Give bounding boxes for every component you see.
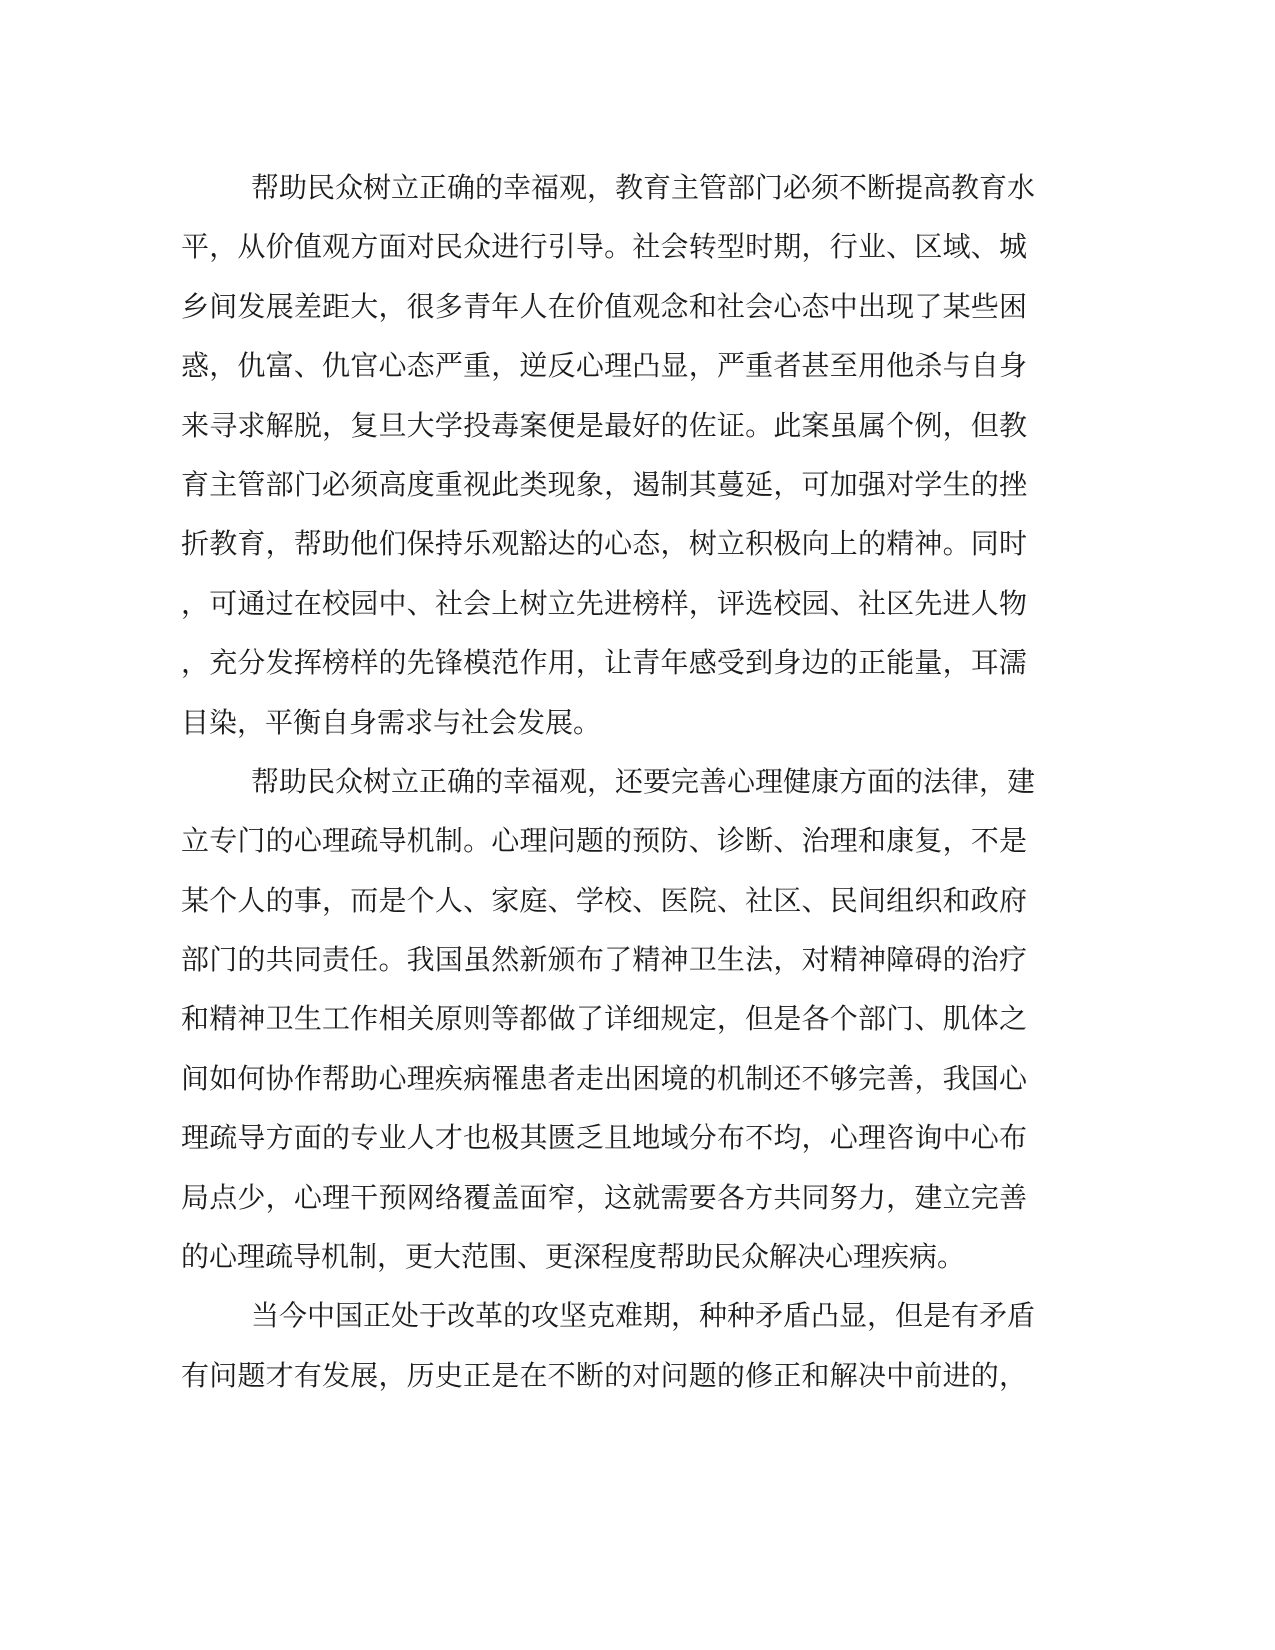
paragraph-1-line-2: 平，从价值观方面对民众进行引导。社会转型时期，行业、区域、城 [181,230,1027,264]
paragraph-1-line-9: ，充分发挥榜样的先锋模范作用，让青年感受到身边的正能量，耳濡 [181,646,1027,680]
paragraph-2-line-9: 的心理疏导机制，更大范围、更深程度帮助民众解决心理疾病。 [181,1240,966,1274]
paragraph-3-line-1: 当今中国正处于改革的攻坚克难期，种种矛盾凸显，但是有矛盾 [251,1299,1036,1333]
paragraph-2-line-2: 立专门的心理疏导机制。心理问题的预防、诊断、治理和康复，不是 [181,824,1027,858]
paragraph-1-line-4: 惑，仇富、仇官心态严重，逆反心理凸显，严重者甚至用他杀与自身 [181,349,1027,383]
paragraph-1-line-1: 帮助民众树立正确的幸福观，教育主管部门必须不断提高教育水 [251,171,1036,204]
paragraph-2-line-3: 某个人的事，而是个人、家庭、学校、医院、社区、民间组织和政府 [181,883,1027,917]
paragraph-2-line-5: 和精神卫生工作相关原则等都做了详细规定，但是各个部门、肌体之 [181,1002,1027,1036]
paragraph-1-line-10: 目染，平衡自身需求与社会发展。 [181,705,602,739]
paragraph-3-line-2: 有问题才有发展，历史正是在不断的对问题的修正和解决中前进的， [181,1358,1027,1392]
paragraph-1-line-6: 育主管部门必须高度重视此类现象，遏制其蔓延，可加强对学生的挫 [181,467,1027,501]
paragraph-2-line-1: 帮助民众树立正确的幸福观，还要完善心理健康方面的法律，建 [251,764,1036,798]
paragraph-2-line-8: 局点少，心理干预网络覆盖面窄，这就需要各方共同努力，建立完善 [181,1180,1027,1214]
paragraph-1-line-5: 来寻求解脱，复旦大学投毒案便是最好的佐证。此案虽属个例，但教 [181,408,1027,442]
paragraph-1-line-3: 乡间发展差距大，很多青年人在价值观念和社会心态中出现了某些困 [181,289,1027,323]
paragraph-2-line-4: 部门的共同责任。我国虽然新颁布了精神卫生法，对精神障碍的治疗 [181,943,1027,977]
document-body [181,158,1036,1405]
paragraph-1-line-7: 折教育，帮助他们保持乐观豁达的心态，树立积极向上的精神。同时 [181,527,1027,561]
paragraph-1-line-8: ，可通过在校园中、社会上树立先进榜样，评选校园、社区先进人物 [181,586,1027,620]
paragraph-2-line-7: 理疏导方面的专业人才也极其匮乏且地域分布不均，心理咨询中心布 [181,1121,1027,1155]
paragraph-2-line-6: 间如何协作帮助心理疾病罹患者走出困境的机制还不够完善，我国心 [181,1061,1027,1095]
